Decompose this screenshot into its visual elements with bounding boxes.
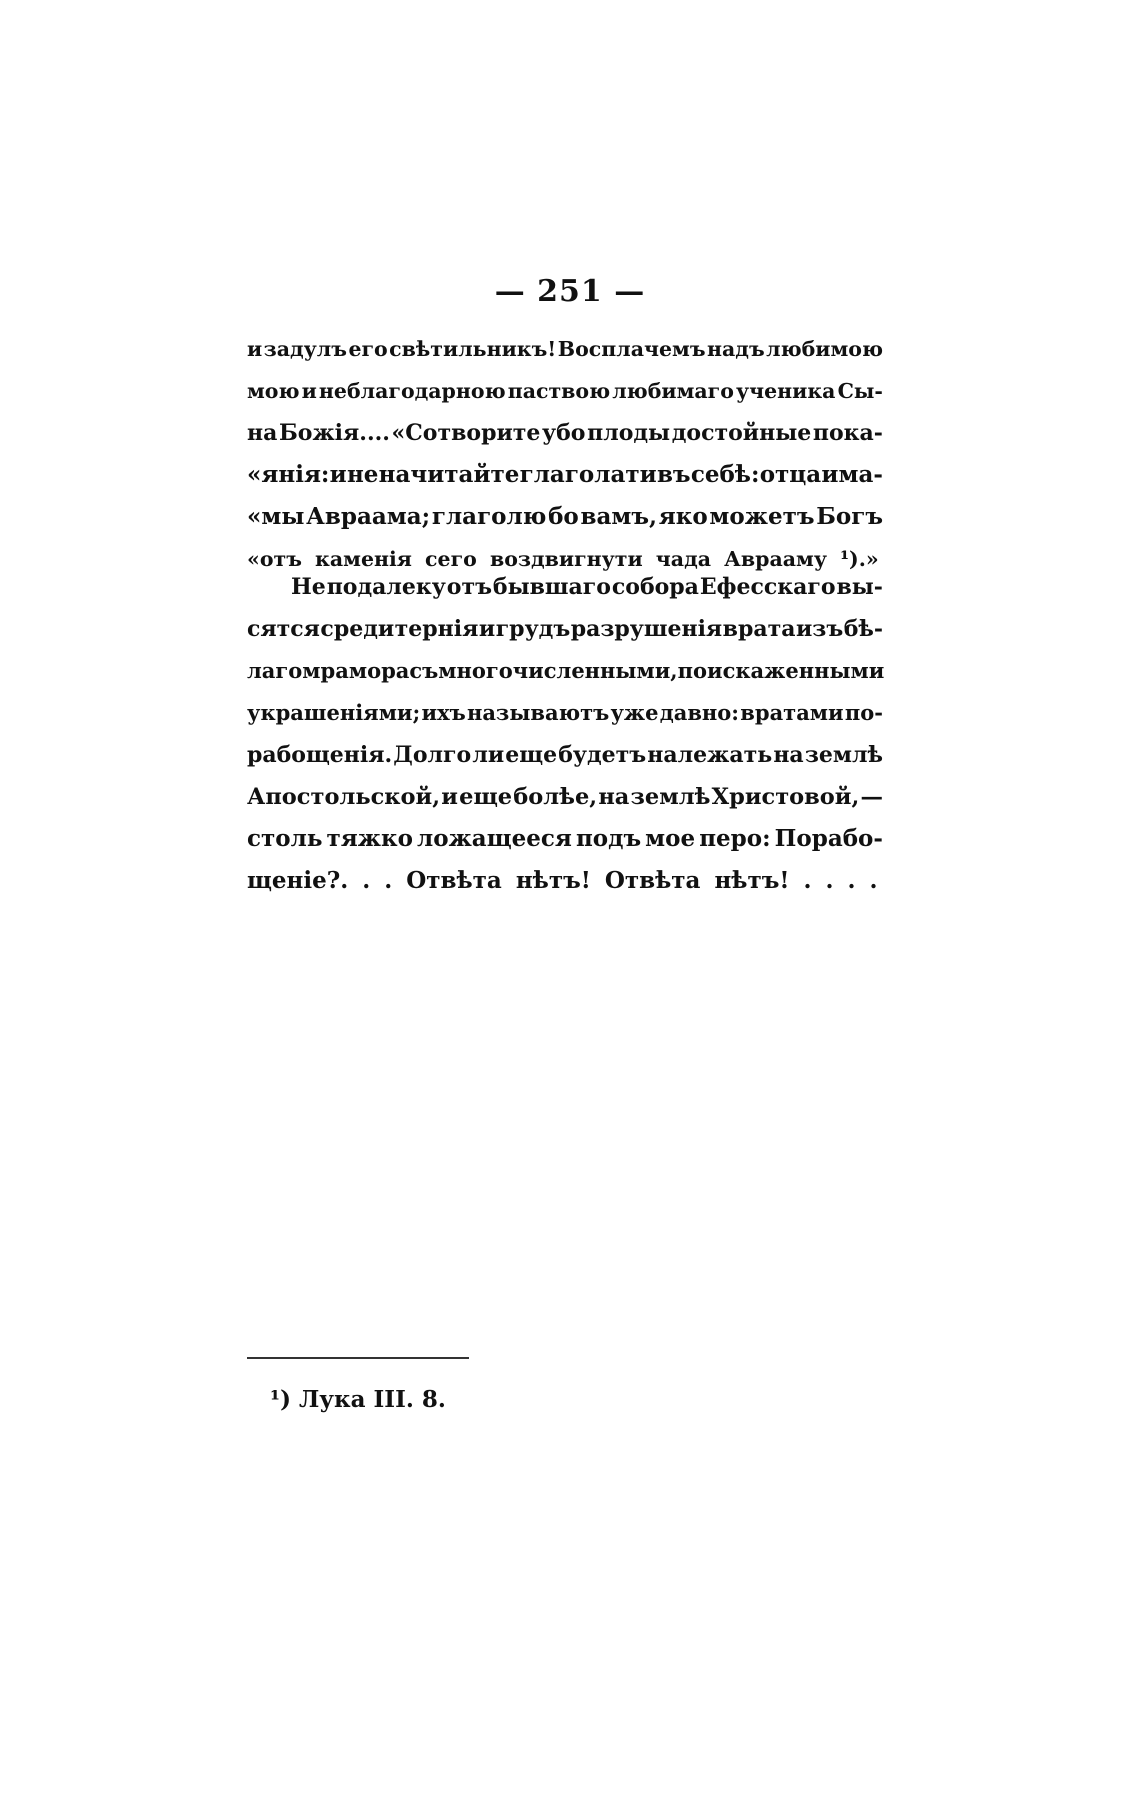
word: глаголю <box>431 503 547 530</box>
word: на <box>773 742 804 768</box>
word: въ <box>656 461 691 488</box>
word: неблагодарною <box>318 379 506 403</box>
word: многочисленными, <box>438 658 678 683</box>
word: бо <box>548 503 579 530</box>
word: бѣ- <box>843 616 883 642</box>
text-line-content <box>247 412 883 454</box>
word: себѣ: <box>690 461 760 488</box>
word: собора <box>611 574 699 600</box>
word: Авраама; <box>306 503 431 530</box>
word: еще <box>505 742 558 768</box>
text-line-content <box>247 818 883 860</box>
word: перо: <box>699 825 771 852</box>
word: ли <box>472 742 505 768</box>
word: надъ <box>707 337 765 361</box>
text-line-content <box>247 650 883 692</box>
paragraph-one <box>247 328 883 580</box>
text-line-content <box>247 370 883 412</box>
word: — <box>860 784 883 810</box>
word: по- <box>844 700 883 725</box>
word: врата <box>722 616 796 642</box>
word: на <box>598 784 630 810</box>
word: Апостольской, <box>247 784 441 810</box>
word: называютъ <box>466 700 610 725</box>
word: будетъ <box>558 742 647 768</box>
word: Порабо- <box>774 825 883 852</box>
text-line <box>247 328 883 370</box>
word: подъ <box>575 825 642 852</box>
word: глаголати <box>519 461 657 488</box>
word: Не <box>291 574 326 600</box>
word: яко <box>658 503 708 530</box>
word: ученика <box>736 379 836 403</box>
word: вы- <box>836 574 883 600</box>
word: украшеніями; <box>247 700 421 725</box>
text-line-content <box>247 496 883 538</box>
word: бывшаго <box>492 574 611 600</box>
word: вамъ, <box>580 503 657 530</box>
word: мое <box>645 825 696 852</box>
word: Долго <box>393 742 472 768</box>
word: среди <box>320 616 395 642</box>
text-line-content <box>247 454 883 496</box>
word: Богъ <box>816 503 883 530</box>
word: начитайте <box>378 461 520 488</box>
text-line <box>247 608 883 650</box>
text-line <box>247 860 883 902</box>
text-line <box>247 496 883 538</box>
footnote-divider <box>247 1357 469 1359</box>
text-line-content <box>291 566 883 608</box>
word: Христовой, <box>711 784 860 810</box>
word: отца <box>759 461 822 488</box>
word: «Сотворите <box>391 420 541 446</box>
word: свѣтильникъ! <box>389 337 557 361</box>
word: и <box>301 379 317 403</box>
word: Восплачемъ <box>557 337 706 361</box>
word: задулъ <box>263 337 347 361</box>
word: тяжко <box>326 825 413 852</box>
word: ложащееся <box>417 825 572 852</box>
text-line-content <box>247 776 883 818</box>
text-line <box>247 454 883 496</box>
text-line <box>247 692 883 734</box>
word: давно: <box>659 700 740 725</box>
text-line-content <box>247 692 883 734</box>
word: отъ <box>446 574 492 600</box>
word: вратами <box>740 700 844 725</box>
word: рабощенія. <box>247 742 393 768</box>
word: разрушенія <box>570 616 723 642</box>
word: сятся <box>247 616 320 642</box>
text-line-content: щеніе?. . . Отвѣта нѣтъ! Отвѣта нѣтъ! . . . . <box>247 867 878 894</box>
text-line <box>247 412 883 454</box>
word: еще <box>459 784 513 810</box>
text-line <box>247 818 883 860</box>
word: не <box>346 461 379 488</box>
paragraph-two <box>247 566 883 902</box>
word: належать <box>647 742 773 768</box>
word: «мы <box>247 503 305 530</box>
text-line-content <box>247 328 883 370</box>
text-line <box>247 776 883 818</box>
word: на <box>247 420 278 446</box>
word: его <box>348 337 388 361</box>
word: достойные <box>671 420 812 446</box>
word: плоды <box>587 420 671 446</box>
word: има- <box>821 461 883 488</box>
word: любимаго <box>612 379 734 403</box>
word: Сы- <box>837 379 883 403</box>
word: и <box>441 784 458 810</box>
word: землѣ <box>630 784 711 810</box>
word: паствою <box>507 379 611 403</box>
word: и <box>478 616 496 642</box>
word: лаго <box>247 658 303 683</box>
word: и <box>329 461 347 488</box>
text-line-content <box>247 608 883 650</box>
text-line <box>247 566 883 608</box>
word: ихъ <box>421 700 466 725</box>
text-line <box>247 650 883 692</box>
word: можетъ <box>709 503 815 530</box>
word: уже <box>610 700 659 725</box>
word: «янія: <box>247 461 330 488</box>
word: грудъ <box>495 616 571 642</box>
word: мрамора <box>302 658 410 683</box>
word: тернія <box>394 616 479 642</box>
word: и <box>247 337 263 361</box>
word: съ <box>409 658 439 683</box>
word: болѣе, <box>513 784 598 810</box>
word: подалеку <box>326 574 446 600</box>
page-number: — 251 — <box>494 274 646 309</box>
word: столь <box>247 825 323 852</box>
text-line <box>247 734 883 776</box>
word: по <box>677 658 707 683</box>
word: землѣ <box>804 742 883 768</box>
word: пока- <box>812 420 883 446</box>
word: убо <box>542 420 586 446</box>
text-line-content: «отъ каменія сего воздвигнути чада Аврааму ¹).» <box>247 547 879 571</box>
word: Ефесскаго <box>699 574 836 600</box>
word: любимою <box>766 337 883 361</box>
word: мою <box>247 379 300 403</box>
word: изъ <box>795 616 844 642</box>
word: Божія.... <box>278 420 390 446</box>
text-line-content <box>247 734 883 776</box>
text-line <box>247 370 883 412</box>
word: искаженными <box>707 658 885 683</box>
footnote: ¹) Лука III. 8. <box>270 1386 446 1413</box>
